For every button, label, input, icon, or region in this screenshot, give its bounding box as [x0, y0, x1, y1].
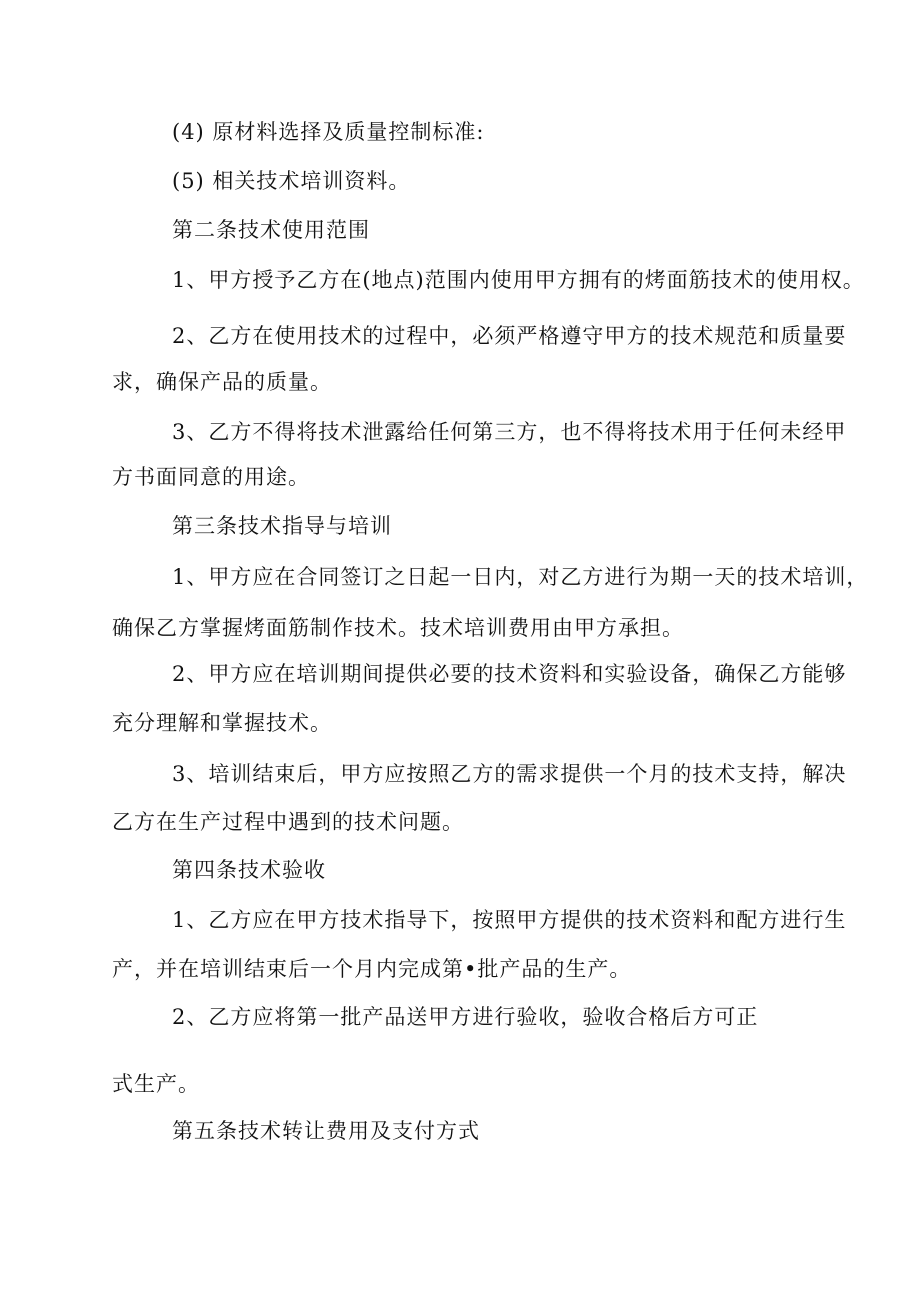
paragraph-line: 确保乙方掌握烤面筋制作技术。技术培训费用由甲方承担。	[112, 616, 684, 640]
paragraph-line: 1、甲方授予乙方在(地点)范围内使用甲方拥有的烤面筋技术的使用权。	[172, 268, 865, 292]
paragraph-line: 2、乙方应将第一批产品送甲方进行验收，验收合格后方可正	[172, 1005, 759, 1029]
paragraph-line: 乙方在生产过程中遇到的技术问题。	[112, 810, 464, 834]
paragraph-line: 充分理解和掌握技术。	[112, 711, 332, 735]
list-item-4: (4) 原材料选择及质量控制标准:	[172, 120, 485, 144]
paragraph-line: 1、乙方应在甲方技术指导下，按照甲方提供的技术资料和配方进行生	[172, 908, 847, 932]
section-heading-2: 第二条技术使用范围	[172, 218, 370, 242]
paragraph-line: 1、甲方应在合同签订之日起一日内，对乙方进行为期一天的技术培训，	[172, 565, 869, 589]
paragraph-line: 产，并在培训结束后一个月内完成第•批产品的生产。	[112, 957, 632, 981]
section-heading-3: 第三条技术指导与培训	[172, 514, 392, 538]
paragraph-line: 2、乙方在使用技术的过程中，必须严格遵守甲方的技术规范和质量要	[172, 324, 847, 348]
paragraph-line: 3、培训结束后，甲方应按照乙方的需求提供一个月的技术支持，解决	[172, 762, 847, 786]
paragraph-line: 3、乙方不得将技术泄露给任何第三方，也不得将技术用于任何未经甲	[172, 420, 847, 444]
section-heading-4: 第四条技术验收	[172, 858, 326, 882]
section-heading-5: 第五条技术转让费用及支付方式	[172, 1119, 480, 1143]
paragraph-line: 求，确保产品的质量。	[112, 370, 332, 394]
paragraph-line: 2、甲方应在培训期间提供必要的技术资料和实验设备，确保乙方能够	[172, 662, 847, 686]
list-item-5: (5) 相关技术培训资料。	[172, 169, 411, 193]
paragraph-line: 方书面同意的用途。	[112, 465, 310, 489]
paragraph-line: 式生产。	[112, 1072, 200, 1096]
